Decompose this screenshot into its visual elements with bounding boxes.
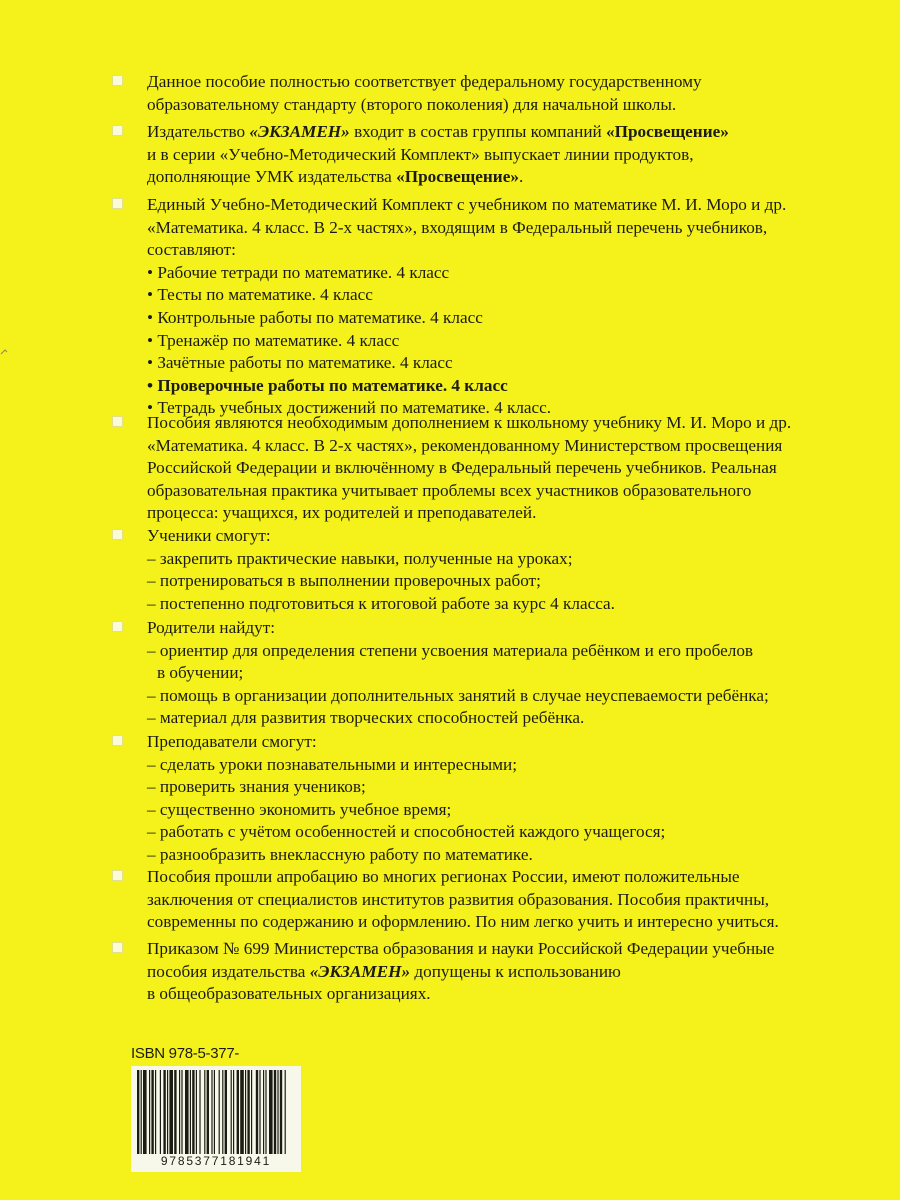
barcode-bar	[137, 1070, 139, 1154]
square-bullet-icon	[112, 870, 123, 881]
text-line: «Математика. 4 класс. В 2-х частях», рекомендованному Министерством просвещения	[147, 435, 783, 455]
list-item: • Зачётные работы по математике. 4 класс	[147, 353, 453, 373]
barcode-bar	[169, 1070, 173, 1154]
text-line: заключения от специалистов институтов развития образования. Пособия практичны,	[147, 889, 770, 909]
section-students	[112, 525, 882, 615]
section-publisher	[112, 121, 882, 189]
barcode-bar	[141, 1070, 142, 1154]
text-line: – материал для развития творческих способностей ребёнка.	[147, 708, 585, 728]
barcode-bar	[247, 1070, 249, 1154]
barcode-bar	[251, 1070, 252, 1154]
text-span: входит в состав группы компаний	[349, 122, 607, 141]
publisher-brand: «ЭКЗАМЕН»	[309, 961, 411, 981]
barcode-bar	[240, 1070, 244, 1154]
group-brand: «Просвещение»	[396, 167, 519, 187]
section-standard	[112, 71, 882, 116]
square-bullet-icon	[112, 416, 123, 427]
barcode-bar	[231, 1070, 232, 1154]
text-line: образовательная практика учитывает проблемы всех участников образовательного	[147, 480, 752, 500]
text-line: и в серии «Учебно-Методический Комплект» выпускает линии продуктов,	[147, 144, 694, 164]
barcode-bar	[192, 1070, 194, 1154]
barcode-bar	[207, 1070, 209, 1154]
square-bullet-icon	[112, 198, 123, 209]
barcode-bar	[185, 1070, 189, 1154]
group-brand: «Просвещение»	[606, 122, 729, 141]
barcode-bar	[160, 1070, 161, 1154]
text-line: Родители найдут:	[147, 618, 276, 637]
section-teachers	[112, 731, 882, 867]
scan-mark-icon	[0, 348, 8, 356]
barcode-bar	[245, 1070, 246, 1154]
barcode-digits: 9785377181941	[135, 1154, 297, 1168]
text-line: в обучении;	[157, 663, 244, 683]
text-line: Данное пособие полностью соответствует федеральному государственному	[147, 72, 702, 91]
barcode-bar	[155, 1070, 156, 1154]
text-line: – ориентир для определения степени усвоения материала ребёнком и его пробелов	[147, 640, 754, 660]
section-parents	[112, 617, 882, 730]
text-line: – помощь в организации дополнительных занятий в случае неуспеваемости ребёнка;	[147, 685, 769, 705]
text-line: – проверить знания учеников;	[147, 777, 366, 797]
barcode-bar	[181, 1070, 182, 1154]
text-line: Ученики смогут:	[147, 526, 271, 545]
barcode-bar	[163, 1070, 165, 1154]
text-line: – сделать уроки познавательными и интересными;	[147, 754, 517, 774]
text-line: современны по содержанию и оформлению. По ним легко учить и интересно учиться.	[147, 912, 779, 932]
barcode-bar	[256, 1070, 258, 1154]
square-bullet-icon	[112, 125, 123, 136]
text-line	[147, 121, 882, 144]
text-span: дополняющие УМК издательства	[147, 167, 397, 187]
text-line: Пособия прошли апробацию во многих регионах России, имеют положительные	[147, 867, 740, 886]
highlighted-title: Проверочные работы по математике. 4 класс	[157, 375, 508, 395]
text-line	[147, 166, 882, 189]
barcode	[131, 1066, 301, 1172]
text-line: Пособия являются необходимым дополнением к школьному учебнику М. И. Моро и др.	[147, 413, 792, 432]
barcode-bar	[214, 1070, 215, 1154]
barcode-bar	[277, 1070, 278, 1154]
barcode-bar	[211, 1070, 212, 1154]
barcode-bar	[233, 1070, 234, 1154]
text-line: Преподаватели смогут:	[147, 732, 317, 751]
barcode-bar	[274, 1070, 276, 1154]
text-line: – закрепить практические навыки, полученные на уроках;	[147, 548, 573, 568]
section-supplement	[112, 412, 882, 525]
text-line	[147, 961, 882, 984]
barcode-bar	[174, 1070, 176, 1154]
text-line: в общеобразовательных организациях.	[147, 984, 431, 1004]
barcode-bar	[259, 1070, 260, 1154]
text-line: «Математика. 4 класс. В 2-х частях», входящим в Федеральный перечень учебников,	[147, 217, 768, 237]
barcode-bar	[149, 1070, 150, 1154]
list-item: • Рабочие тетради по математике. 4 класс	[147, 262, 450, 282]
barcode-bar	[285, 1070, 286, 1154]
text-line: Приказом № 699 Министерства образования и науки Российской Федерации учебные	[147, 939, 775, 958]
square-bullet-icon	[112, 529, 123, 540]
text-span: •	[147, 375, 158, 395]
barcode-bar	[263, 1070, 264, 1154]
square-bullet-icon	[112, 621, 123, 632]
text-line: процесса: учащихся, их родителей и преподавателей.	[147, 503, 537, 523]
barcode-bar	[151, 1070, 153, 1154]
section-umk	[112, 194, 882, 420]
barcode-bar	[167, 1070, 168, 1154]
text-line: составляют:	[147, 240, 236, 260]
text-line: – существенно экономить учебное время;	[147, 799, 452, 819]
text-span: .	[518, 167, 524, 187]
barcode-bar	[199, 1070, 200, 1154]
barcode-bar	[219, 1070, 220, 1154]
publisher-brand: «ЭКЗАМЕН»	[249, 122, 350, 141]
text-line: – постепенно подготовиться к итоговой работе за курс 4 класса.	[147, 593, 615, 613]
section-approval	[112, 866, 882, 934]
list-item: • Тесты по математике. 4 класс	[147, 285, 373, 305]
text-span: пособия издательства	[147, 961, 310, 981]
list-item-highlighted	[147, 375, 882, 398]
barcode-bar	[280, 1070, 282, 1154]
barcode-bar	[143, 1070, 147, 1154]
barcode-bar	[269, 1070, 273, 1154]
barcode-bar	[225, 1070, 227, 1154]
isbn-label: ISBN 978-5-377-	[131, 1045, 240, 1062]
list-item: • Тетрадь учебных достижений по математике. 4 класс.	[147, 398, 552, 418]
text-span: допущены к использованию	[410, 961, 621, 981]
square-bullet-icon	[112, 75, 123, 86]
barcode-bar	[265, 1070, 266, 1154]
barcode-bar	[237, 1070, 239, 1154]
barcode-bar	[179, 1070, 180, 1154]
text-line: – работать с учётом особенностей и способностей каждого учащегося;	[147, 822, 666, 842]
text-line: Российской Федерации и включённому в Федеральный перечень учебников. Реальная	[147, 458, 777, 478]
barcode-bar	[190, 1070, 191, 1154]
list-item: • Контрольные работы по математике. 4 класс	[147, 307, 483, 327]
text-line: – потренироваться в выполнении проверочных работ;	[147, 571, 541, 591]
text-span: Издательство	[147, 122, 250, 141]
barcode-bar	[222, 1070, 223, 1154]
section-order	[112, 938, 882, 1006]
square-bullet-icon	[112, 942, 123, 953]
text-line: Единый Учебно-Методический Комплект с учебником по математике М. И. Моро и др.	[147, 195, 787, 214]
text-line: образовательному стандарту (второго поколения) для начальной школы.	[147, 94, 677, 114]
barcode-bar	[196, 1070, 197, 1154]
barcode-bar	[204, 1070, 205, 1154]
text-line: – разнообразить внеклассную работу по математике.	[147, 844, 533, 864]
list-item: • Тренажёр по математике. 4 класс	[147, 330, 400, 350]
square-bullet-icon	[112, 735, 123, 746]
